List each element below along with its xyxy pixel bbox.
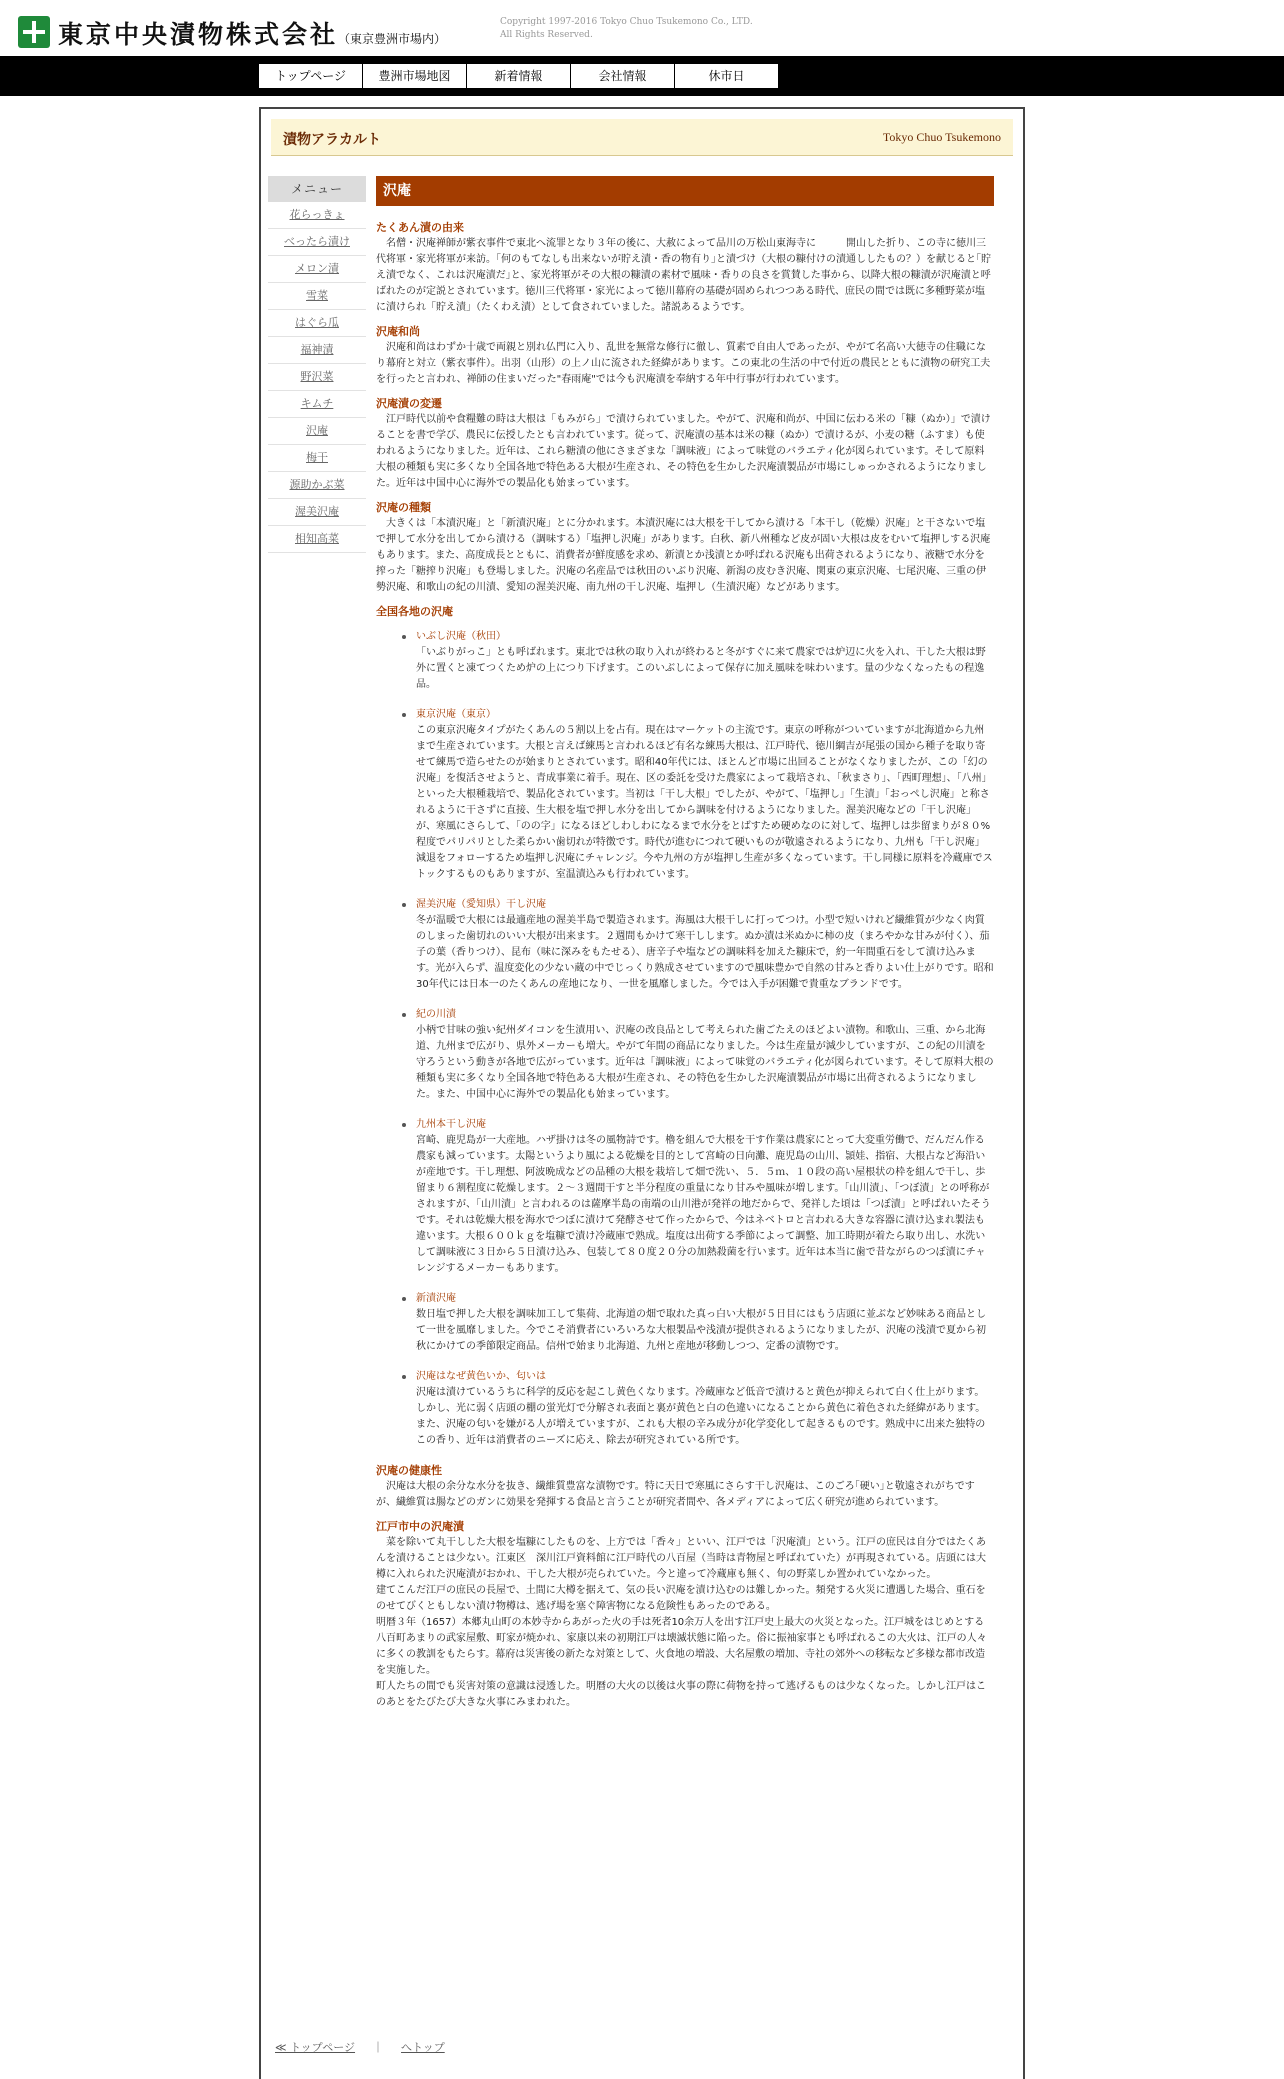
copyright xyxy=(500,16,753,42)
region-title: 沢庵はなぜ黄色いか、匂いは xyxy=(416,1371,546,1382)
top-header xyxy=(0,0,1284,56)
sidebar-item-hana-rakkyo[interactable]: 花らっきょ xyxy=(268,202,366,229)
company-name xyxy=(58,15,446,51)
section-body: 大きくは「本漬沢庵」と「新漬沢庵」とに分かれます。本漬沢庵には大根を干してから漬ける「本干し（乾燥）沢庵」と干さないで塩で押して水分を出してから漬ける（調味する）「塩押し沢庵」があります。白秋、新八州種など皮が固い大根は皮をむいて塩押しする沢庵もあります。また、高度成長とともに、消費者が鮮度感を求め、新漬とか浅漬とか呼ばれる沢庵も出荷されるようになり、液糖で水分を搾った「糖搾り沢庵」も登場しました。沢庵の名産品では秋田のいぶり沢庵、新潟の皮むき沢庵、関東の東京沢庵、七尾沢庵、三重の伊勢沢庵、和歌山の紀の川漬、愛知の渥美沢庵、南九州の干し沢庵、塩押し（生漬沢庵）などがあります。 xyxy=(376,518,991,593)
region-title: 紀の川漬 xyxy=(416,1009,456,1020)
paragraph: 建てこんだ江戸の庶民の長屋で、土間に大樽を据えて、気の長い沢庵を漬け込むのは難しかった。頻発する火災に遭遇した場合、重石をのせてびくともしない漬け物樽は、逃げ場を塞ぐ障害物になる危険性もあったのである。 xyxy=(376,1585,986,1612)
footer-separator: ｜ xyxy=(372,2041,384,2054)
section-body xyxy=(376,1535,994,1711)
sidebar-item-atsumi-takuan[interactable]: 渥美沢庵 xyxy=(268,499,366,526)
footer-nav xyxy=(275,2039,445,2055)
paragraph: 菜を除いて丸干しした大根を塩糠にしたものを、上方では「香々」といい、江戸では「沢庵漬」という。江戸の庶民は自分ではたくあんを漬けることは少ない。江東区 深川江戸資料館に江戸時代の八百屋（当時は青物屋と呼ばれていた）が再現されている。店頭には大樽に入れられた沢庵漬がおかれ、干した大根が売られていた。今と違って冷蔵庫も無く、旬の野菜しか置かれていなかった。 xyxy=(376,1537,986,1580)
copyright-line-1: Copyright 1997-2016 Tokyo Chuo Tsukemono Co., LTD. xyxy=(500,17,753,27)
section-health xyxy=(376,1463,994,1511)
section-takuan-osho xyxy=(376,324,994,388)
region-title: 渥美沢庵（愛知県）干し沢庵 xyxy=(416,899,546,910)
list-item xyxy=(416,707,994,883)
section-title: 沢庵の種類 xyxy=(376,501,431,514)
copyright-line-2: All Rights Reserved. xyxy=(500,30,593,40)
sidebar-item-hagura-uri[interactable]: はぐら瓜 xyxy=(268,310,366,337)
list-item xyxy=(416,897,994,993)
region-body: この東京沢庵タイプがたくあんの５割以上を占有。現在はマーケットの主流です。東京の呼称がついていますが北海道から九州まで生産されています。大根と言えば練馬と言われるほど有名な練馬大根は、江戸時代、徳川綱吉が尾張の国から種子を取り寄せて練馬で造らせたのが始まりとされています。昭和40年代には、ほとんど市場に出回ることがなくなりましたが、この「幻の沢庵」を復活させようと、青成事業に着手。現在、区の委託を受けた農家によって栽培され、「秋まさり」、「西町理想」、「八州」といった大根種栽培で、製品化されています。当初は「干し大根」でしたが、やがて、「塩押し」「生漬」「おっぺし沢庵」と称されるように干さずに直接、生大根を塩で押し水分を出してから調味を付けるようになりました。渥美沢庵などの「干し沢庵」が、寒風にさらして、「のの字」になるほどしわしわになるまで水分をとばすため硬めなのに対して、塩押しは歩留まりが８０%程度でパリパリとした柔らかい歯切れが特徴です。時代が進むにつれて硬いものが敬遠されるようになり、九州も「干し沢庵」減退をフォローするため塩押し沢庵にチャレンジ。今や九州の方が塩押し生産が多くなっています。干し同様に原料を冷蔵庫でストックするものもありますが、室温漬込みも行われています。 xyxy=(416,725,993,880)
site-title: 漬物アラカルト xyxy=(283,132,381,148)
section-body: 沢庵は大根の余分な水分を抜き、繊維質豊富な漬物です。特に天日で寒風にさらす干し沢庵は、このごろ｢硬い｣と敬遠されがちですが、繊維質は腸などのガンに効果を発揮する食品と言うことが研究者間や、各メディアによって広く研究が進められています。 xyxy=(376,1481,975,1508)
nav-holidays[interactable]: 休市日 xyxy=(675,64,779,88)
section-history xyxy=(376,396,994,492)
nav-top-page[interactable]: トップページ xyxy=(259,64,363,88)
page-title: 沢庵 xyxy=(376,176,994,206)
section-title: 沢庵漬の変遷 xyxy=(376,397,442,410)
nav-company-info[interactable]: 会社情報 xyxy=(571,64,675,88)
site-header xyxy=(271,119,1013,156)
section-body: 名僧・沢庵禅師が紫衣事件で東北へ流罪となり３年の後に、大赦によって品川の万松山東海寺に 開山した折り、この寺に徳川三代将軍・家光将軍が来訪。｢何のもてなしも出来ないが貯え漬・香の物有り｣と漬づけ（大根の糠付けの漬通ししたもの？）を献じると｢貯え漬でなく、これは沢庵漬だ｣と、家光将軍がその大根の糠漬の素材で風味・香りの良さを賞賛した事から、以降大根の糠漬が沢庵漬と呼ばれたのが定説とされています。徳川三代将軍・家光によって徳川幕府の基礎が固められつつある時代、庶民の間では既に多種野菜が塩に漬けられ「貯え漬」（たくわえ漬）として食されていました。諸説あるようです。 xyxy=(376,238,991,313)
region-body: 宮崎、鹿児島が一大産地。ハザ掛けは冬の風物詩です。櫓を組んで大根を干す作業は農家にとって大変重労働で、だんだん作る農家も減っています。太陽というより風による乾燥を目的として宮崎の日向灘、鹿児島の山川、頴娃、指宿、大根占など海沿いが産地です。干し理想、阿波晩成などの品種の大根を栽培して畑で洗い、５．５ｍ、１０段の高い屋根状の枠を組んで干し、歩留まり６割程度に乾燥します。２～３週間干すと半分程度の重量になり甘みや風味が増します。｢山川漬｣、「つぼ漬」との呼称がされますが、「山川漬」と言われるのは薩摩半島の南端の山川港が発祥の地だからで、発祥した頃は「つぼ漬」と呼ばれいたそうです。それは乾燥大根を海水でつぼに漬けて発酵させて作ったからで、今はネベトロと言われる大きな容器に漬け込まれ製法も違います。大根６００ｋｇを塩糠で漬け冷蔵庫で熟成。塩度は出荷する季節によって調整、加工時期が着たら取り出し、水洗いして調味液に３日から５日漬け込み、包装して８０度２０分の加熱殺菌を行います。近年は本当に歯で昔ながらのつぼ漬にチャレンジするメーカーもあります。 xyxy=(416,1135,991,1274)
section-title: 沢庵の健康性 xyxy=(376,1464,442,1477)
section-regions xyxy=(376,604,994,1449)
region-title: いぶし沢庵（秋田） xyxy=(416,631,506,642)
region-title: 新漬沢庵 xyxy=(416,1293,456,1304)
sidebar-item-nozawana[interactable]: 野沢菜 xyxy=(268,364,366,391)
list-item xyxy=(416,1117,994,1277)
sidebar-item-bettarazuke[interactable]: べったら漬け xyxy=(268,229,366,256)
region-title: 東京沢庵（東京） xyxy=(416,709,496,720)
sidebar-item-fukujinzuke[interactable]: 福神漬 xyxy=(268,337,366,364)
section-title: 全国各地の沢庵 xyxy=(376,605,453,618)
back-to-top-page-link[interactable]: ≪ トップページ xyxy=(275,2041,356,2054)
section-body: 江戸時代以前や食糧難の時は大根は「もみがら」で漬けられていました。やがて、沢庵和尚が、中国に伝わる米の「糠（ぬか）」で漬けることを書で学び、農民に伝授したとも言われています。従って、沢庵漬の基本は米の糠（ぬか）で漬けるが、小麦の糖（ふすま）も使われるようになりました。近年は、これら糖漬の他にさまざまな「調味液」によって味覚のバラエティ化が図られています。そして原料大根の種類も実に多くなり全国各地で特色ある大根が生産され、その特色を生かした沢庵漬製品が市場にしゅっかされるようになりました。近年は中国中心に海外での製品化も始まっています。 xyxy=(376,414,991,489)
sidebar-item-ouchi-takana[interactable]: 相知高菜 xyxy=(268,526,366,553)
section-edo xyxy=(376,1519,994,1711)
sidebar-item-takuan[interactable]: 沢庵 xyxy=(268,418,366,445)
company-logo-icon xyxy=(18,16,50,48)
region-title: 九州本干し沢庵 xyxy=(416,1119,486,1130)
nav-market-map[interactable]: 豊洲市場地図 xyxy=(363,64,467,88)
region-body: 冬が温暖で大根には最適産地の渥美半島で製造されます。海風は大根干しに打ってつけ。小型で短いけれど繊維質が少なく肉質のしまった歯切れのいい大根が出来ます。２週間もかけて寒干しします。ぬか漬は米ぬかに柿の皮（まろやかな甘みが付く）、茄子の葉（香りつけ）、昆布（味に深みをもたせる）、唐辛子や塩などの調味料を加えた糠床で，約一年間重石をして漬け込みます。光が入らず、温度変化の少ない蔵の中でじっくり熟成させていますので風味豊かで自然の甘みと香りよい仕上がりです。昭和30年代には日本一のたくあんの産地になり、一世を風靡しました。今では入手が困難で貴重なブランドです。 xyxy=(416,915,994,990)
nav-news[interactable]: 新着情報 xyxy=(467,64,571,88)
sidebar-item-umeboshi[interactable]: 梅干 xyxy=(268,445,366,472)
region-body: 小柄で甘味の強い紀州ダイコンを生漬用い、沢庵の改良品として考えられた歯ごたえのほどよい漬物。和歌山、三重、から北海道、九州まで広がり、県外メーカーも増大。やがて年間の商品になりました。今は生産量が減少していますが、この紀の川漬を守ろうという動きが各地で広がっています。近年は「調味液」によって味覚のバラエティ化が図られています。そして原料大根の種類も実に多くなり全国各地で特色ある大根が生産され、その特色を生かした沢庵漬製品が市場に出荷されるようになりました。また、中国中心に海外での製品化も始まっています。 xyxy=(416,1025,994,1100)
to-top-link[interactable]: へトップ xyxy=(401,2041,445,2054)
site-title-en: Tokyo Chuo Tsukemono xyxy=(882,130,1001,144)
sidebar-heading: メニュー xyxy=(268,176,366,202)
section-types xyxy=(376,500,994,596)
nav-band xyxy=(0,56,1284,96)
content-frame xyxy=(259,107,1025,2079)
sidebar-item-melon-zuke[interactable]: メロン漬 xyxy=(268,256,366,283)
sidebar-menu xyxy=(268,176,366,553)
section-title: 江戸市中の沢庵漬 xyxy=(376,1520,464,1533)
region-body: 「いぶりがっこ」とも呼ばれます。東北では秋の取り入れが終わると冬がすぐに来て農家では炉辺に火を入れ、干した大根は野外に置くと凍てつくため炉の上につり下げます。このいぶしによって保存に加え風味を味わいます。量の少なくなったもの程逸品。 xyxy=(416,647,986,690)
list-item xyxy=(416,629,994,693)
sidebar-item-yukina[interactable]: 雪菜 xyxy=(268,283,366,310)
company-name-text: 東京中央漬物株式会社 xyxy=(58,20,339,49)
section-title: たくあん漬の由来 xyxy=(376,221,464,234)
section-origin xyxy=(376,220,994,316)
list-item xyxy=(416,1291,994,1355)
sidebar-item-kimchi[interactable]: キムチ xyxy=(268,391,366,418)
sidebar-item-gensuke-kabuna[interactable]: 源助かぶ菜 xyxy=(268,472,366,499)
section-title: 沢庵和尚 xyxy=(376,325,420,338)
region-body: 数日塩で押した大根を調味加工して集荷、北海道の畑で取れた真っ白い大根が５日目にはもう店頭に並ぶなど妙味ある商品として一世を風靡しました。今でこそ消費者にいろいろな大根製品や浅漬が提供されるようになりましたが、沢庵の浅漬で夏から初秋にかけての季節限定商品。信州で始まり北海道、九州と産地が移動しつつ、定番の漬物です。 xyxy=(416,1309,986,1352)
section-body: 沢庵和尚はわずか十歳で両親と別れ仏門に入り、乱世を無常な修行に徹し、質素で自由人であったが、やがて名高い大徳寺の住職になり幕府と対立（紫衣事件）。出羽（山形）の上ノ山に流された経緯があります。この東北の生活の中で付近の農民とともに漬物の研究工夫を行ったと言われ、禅師の住まいだった"春雨庵"では今も沢庵漬を奉納する年中行事が行われています。 xyxy=(376,342,991,385)
list-item xyxy=(416,1007,994,1103)
regions-list xyxy=(376,629,994,1449)
paragraph: 町人たちの間でも災害対策の意識は浸透した。明暦の大火の以後は火事の際に荷物を持って逃げるものは少なくなった。しかし江戸はこのあとをたびたび大きな火事にみまわれた。 xyxy=(376,1681,986,1708)
main-content xyxy=(376,176,994,1719)
company-subtitle: （東京豊洲市場内） xyxy=(338,32,447,46)
global-nav xyxy=(259,64,779,88)
paragraph: 明暦３年（1657）本郷丸山町の本妙寺からあがった火の手は死者10余万人を出す江戸史上最大の火災となった。江戸城をはじめとする八百町あまりの武家屋敷、町家が焼かれ、家康以来の初期江戸は壊滅状態に陥った。俗に振袖家事とも呼ばれるこの大火は、江戸の人々に多くの教訓をもたらす。幕府は災害後の新たな対策として、火食地の増設、大名屋敷の増加、寺社の郊外への移転など多様な都市改造を実施した。 xyxy=(376,1617,987,1676)
region-body: 沢庵は漬けているうちに科学的反応を起こし黄色くなります。冷蔵庫など低音で漬けると黄色が抑えられて白く仕上がります。しかし、光に弱く店頭の棚の蛍光灯で分解され表面と裏が黄色と白の色違いになることから黄色に着色された経緯があります。また、沢庵の匂いを嫌がる人が増えていますが、これも大根の辛み成分が化学変化して起きるものです。熟成中に出来た独特のこの香り、近年は消費者のニーズに応え、除去が研究されている所です。 xyxy=(416,1387,986,1446)
list-item xyxy=(416,1369,994,1449)
